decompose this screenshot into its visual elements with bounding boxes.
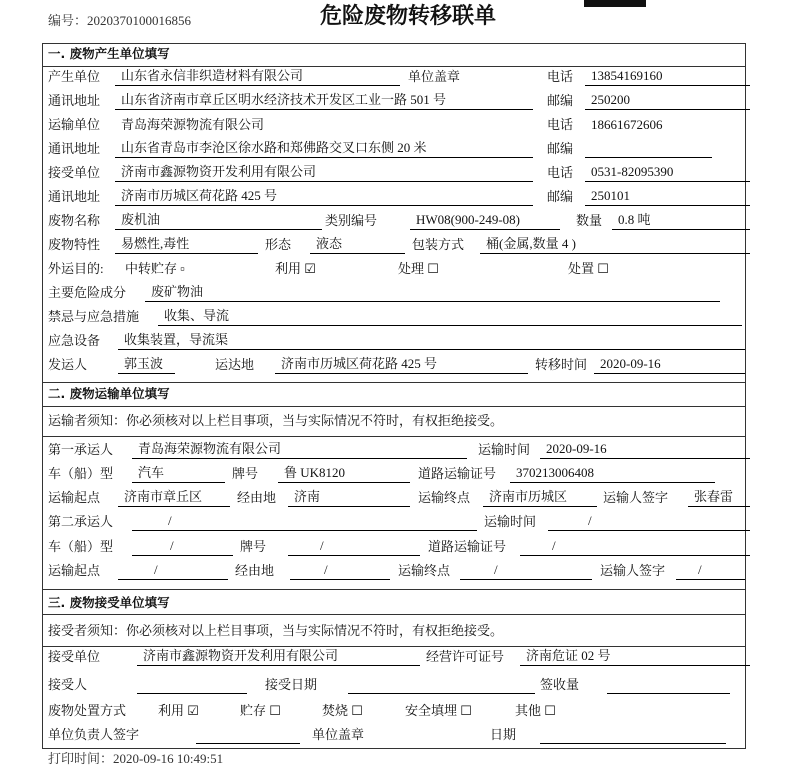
transfer-time: 2020-09-16: [594, 355, 745, 374]
label: 接受日期: [265, 677, 318, 692]
label: 运输起点: [48, 563, 101, 578]
producer-field: 山东省永信非织造材料有限公司: [115, 67, 400, 86]
label: 第二承运人: [48, 514, 114, 529]
label: 数量: [576, 213, 603, 228]
divider: [42, 382, 745, 383]
carrier2-name: /: [132, 512, 477, 531]
divider: [42, 614, 745, 615]
label: 道路运输证号: [428, 539, 507, 554]
emergency-equipment: 收集装置，导流渠: [118, 331, 745, 350]
label: 运达地: [215, 357, 255, 372]
carrier2-plate: /: [288, 537, 420, 556]
label: 运输时间: [484, 514, 537, 529]
carrier2-end: /: [460, 561, 592, 580]
label: 电话: [547, 165, 574, 180]
carrier2-signature: /: [676, 561, 745, 580]
packaging: 桶(金属,数量 4 ): [480, 235, 750, 254]
label: 废物特性: [48, 237, 101, 252]
label: 经由地: [235, 563, 275, 578]
label: 日期: [490, 727, 517, 742]
label: 邮编: [547, 93, 574, 108]
method-landfill-checkbox[interactable]: 安全填埋 ☐: [405, 703, 472, 718]
producer-address: 山东省济南市章丘区明水经济技术开发区工业一路 501 号: [115, 91, 533, 110]
page-title: 危险废物转移联单: [320, 4, 497, 29]
transporter-address: 山东省青岛市李沧区徐水路和郑佛路交叉口东侧 20 米: [115, 139, 533, 158]
transporter-field: 青岛海荣源物流有限公司: [121, 117, 265, 132]
label: 包装方式: [412, 237, 465, 252]
purpose-treatment-checkbox[interactable]: 处理 ☐: [398, 261, 439, 276]
carrier1-plate: 鲁 UK8120: [278, 464, 410, 483]
label: 运输终点: [418, 490, 471, 505]
divider: [42, 406, 745, 407]
hazard-component: 废矿物油: [145, 283, 720, 302]
carrier2-via: /: [290, 561, 390, 580]
label: 主要危险成分: [48, 285, 127, 300]
section-2-title: 二. 废物运输单位填写: [48, 386, 170, 401]
transporter-notice: 运输者须知：你必须核对以上栏目事项，当与实际情况不符时，有权拒绝接受。: [48, 413, 504, 428]
carrier2-start: /: [118, 561, 228, 580]
receive-date-field[interactable]: [348, 675, 535, 694]
label: 邮编: [547, 189, 574, 204]
label: 外运目的:: [48, 261, 104, 276]
transporter-zip: [585, 139, 712, 158]
label: 形态: [265, 237, 292, 252]
label: 发运人: [48, 357, 88, 372]
qr-code: [584, 0, 646, 7]
receiver-phone: 0531-82095390: [585, 163, 750, 182]
label: 接受人: [48, 677, 88, 692]
category-code: HW08(900-249-08): [410, 211, 560, 230]
section-1-title: 一. 废物产生单位填写: [48, 46, 170, 61]
waste-name: 废机油: [115, 211, 322, 230]
divider: [42, 589, 745, 590]
received-amount-field[interactable]: [607, 675, 730, 694]
label: 牌号: [232, 466, 259, 481]
receiver-address: 济南市历城区荷花路 425 号: [115, 187, 533, 206]
label: 邮编: [547, 141, 574, 156]
print-time: 打印时间：2020-09-16 10:49:51: [48, 751, 224, 766]
license-number: 济南危证 02 号: [520, 647, 750, 666]
label: 接受单位: [48, 165, 101, 180]
carrier1-vehicle-type: 汽车: [132, 464, 225, 483]
transporter-phone: 18661672606: [591, 117, 663, 132]
section-3-title: 三. 废物接受单位填写: [48, 595, 170, 610]
label: 运输终点: [398, 563, 451, 578]
label: 经营许可证号: [426, 649, 505, 664]
method-other-checkbox[interactable]: 其他 ☐: [515, 703, 556, 718]
carrier1-signature: 张春雷: [688, 488, 750, 507]
label: 经由地: [237, 490, 277, 505]
label: 运输时间: [478, 442, 531, 457]
quantity: 0.8 吨: [612, 211, 750, 230]
carrier1-time: 2020-09-16: [540, 440, 750, 459]
label: 道路运输证号: [418, 466, 497, 481]
purpose-transfer-storage-checkbox[interactable]: 中转贮存 ▫: [125, 261, 185, 276]
label: 第一承运人: [48, 442, 114, 457]
label: 运输起点: [48, 490, 101, 505]
label: 通讯地址: [48, 189, 101, 204]
label: 运输人签字: [600, 563, 666, 578]
label: 签收量: [540, 677, 580, 692]
producer-phone: 13854169160: [585, 67, 750, 86]
carrier1-name: 青岛海荣源物流有限公司: [132, 440, 467, 459]
label: 单位负责人签字: [48, 727, 140, 742]
label: 电话: [547, 117, 574, 132]
carrier1-end: 济南市历城区: [483, 488, 597, 507]
producer-zip: 250200: [585, 91, 750, 110]
responsible-signature-field[interactable]: [196, 725, 300, 744]
label: 运输单位: [48, 117, 101, 132]
purpose-utilization-checkbox[interactable]: 利用 ☑: [275, 261, 316, 276]
label: 通讯地址: [48, 141, 101, 156]
carrier2-time: /: [548, 512, 750, 531]
label: 单位盖章: [312, 727, 365, 742]
carrier1-via: 济南: [288, 488, 410, 507]
carrier1-start: 济南市章丘区: [118, 488, 230, 507]
receiving-unit: 济南市鑫源物资开发利用有限公司: [137, 647, 420, 666]
sender: 郭玉波: [118, 355, 175, 374]
method-incineration-checkbox[interactable]: 焚烧 ☐: [322, 703, 363, 718]
emergency-measures: 收集、导流: [158, 307, 742, 326]
waste-form: 液态: [310, 235, 405, 254]
label: 牌号: [240, 539, 267, 554]
label: 接受单位: [48, 649, 101, 664]
label: 电话: [547, 69, 574, 84]
label: 禁忌与应急措施: [48, 309, 140, 324]
label: 转移时间: [535, 357, 588, 372]
label: 车（船）型: [48, 539, 114, 554]
label: 通讯地址: [48, 93, 101, 108]
label: 运输人签字: [603, 490, 669, 505]
label: 废物处置方式: [48, 703, 127, 718]
destination: 济南市历城区荷花路 425 号: [275, 355, 528, 374]
method-utilization-checkbox[interactable]: 利用 ☑: [158, 703, 199, 718]
serial-number: 编号：2020370100016856: [48, 13, 192, 28]
receiver-notice: 接受者须知：你必须核对以上栏目事项，当与实际情况不符时，有权拒绝接受。: [48, 623, 504, 638]
date-field[interactable]: [540, 725, 726, 744]
label: 废物名称: [48, 213, 101, 228]
divider: [42, 436, 745, 437]
label: 类别编号: [325, 213, 378, 228]
receiver-zip: 250101: [585, 187, 750, 206]
purpose-disposal-checkbox[interactable]: 处置 ☐: [568, 261, 609, 276]
carrier2-permit: /: [520, 537, 750, 556]
method-storage-checkbox[interactable]: 贮存 ☐: [240, 703, 281, 718]
receiver-field: 济南市鑫源物资开发利用有限公司: [115, 163, 533, 182]
carrier2-vehicle-type: /: [132, 537, 233, 556]
receiver-person-field[interactable]: [137, 675, 247, 694]
label: 产生单位: [48, 69, 101, 84]
label: 应急设备: [48, 333, 101, 348]
label: 车（船）型: [48, 466, 114, 481]
carrier1-permit: 370213006408: [510, 464, 715, 483]
label: 单位盖章: [408, 69, 461, 84]
waste-property: 易燃性,毒性: [115, 235, 258, 254]
